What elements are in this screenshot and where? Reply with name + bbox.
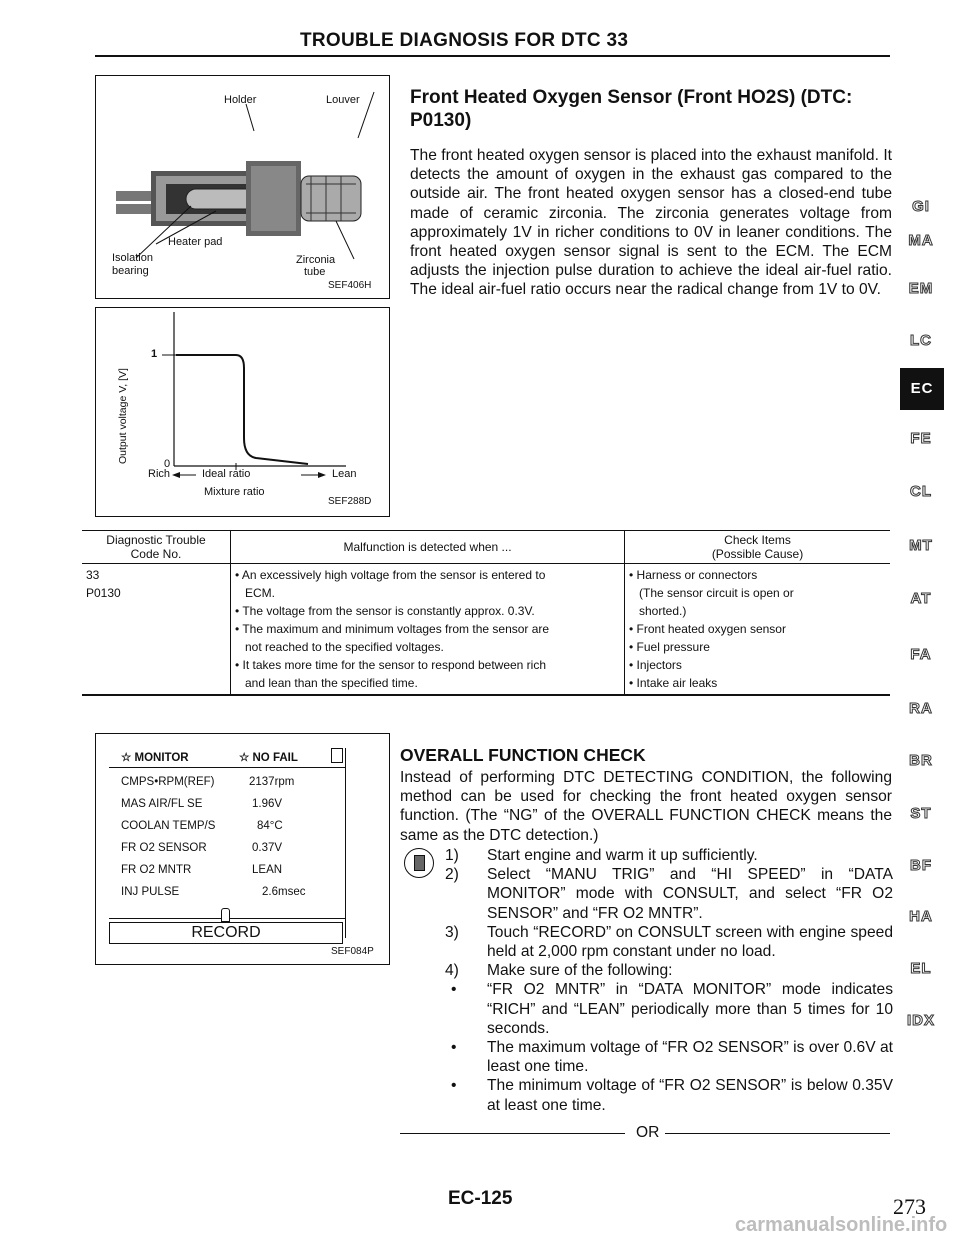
monitor-value: 2.6msec bbox=[262, 886, 306, 898]
bullet-marker: • bbox=[451, 981, 457, 999]
voltage-graph-figure bbox=[95, 307, 390, 517]
tab-cl[interactable]: CL bbox=[910, 483, 932, 500]
dtc-table-wrap bbox=[82, 530, 890, 696]
tab-fe[interactable]: FE bbox=[910, 430, 932, 447]
check-line: • Fuel pressure bbox=[629, 640, 710, 654]
cell-malfunction bbox=[231, 564, 625, 695]
touch-finger-icon bbox=[221, 908, 230, 922]
tab-ra[interactable]: RA bbox=[909, 700, 933, 717]
label-holder: Holder bbox=[224, 94, 257, 106]
cell-check-items bbox=[625, 564, 891, 695]
overall-intro: Instead of performing DTC DETECTING CONDITION, the following method can be used for checking the front heated oxygen sensor function. (The “NG” of the OVERALL FUNCTION CHECK means the same as the DTC detection.) bbox=[400, 769, 892, 844]
consult-icon-inner bbox=[414, 855, 425, 871]
label-tube: tube bbox=[304, 266, 326, 278]
monitor-row: CMPS•RPM(REF) bbox=[121, 776, 215, 788]
side-tab-index bbox=[896, 0, 956, 1242]
bullet-marker: • bbox=[451, 1039, 457, 1057]
watermark: carmanualsonline.info bbox=[735, 1214, 948, 1236]
or-rule-left bbox=[400, 1133, 625, 1134]
checkbox-icon bbox=[331, 748, 343, 763]
code-value-a: 33 bbox=[86, 568, 100, 582]
graph-xlabel: Mixture ratio bbox=[204, 486, 265, 498]
monitor-row: FR O2 MNTR bbox=[121, 864, 192, 876]
dtc-table bbox=[82, 531, 890, 694]
heading-line-2: P0130) bbox=[410, 110, 472, 131]
step-3 bbox=[445, 923, 893, 961]
title-rule bbox=[95, 55, 890, 57]
x-lean-label: Lean bbox=[332, 468, 357, 480]
page-code: EC-125 bbox=[448, 1188, 513, 1209]
label-zirconia: Zirconia bbox=[296, 254, 336, 266]
label-bearing: bearing bbox=[112, 265, 149, 277]
tab-br[interactable]: BR bbox=[909, 752, 933, 769]
tab-idx[interactable]: IDX bbox=[906, 1012, 935, 1029]
step-marker: 4) bbox=[445, 962, 459, 980]
header-code-l2: Code No. bbox=[130, 547, 182, 561]
monitor-value: 2137rpm bbox=[249, 776, 295, 788]
tab-ma[interactable]: MA bbox=[908, 232, 934, 249]
or-label: OR bbox=[636, 1124, 660, 1141]
tab-at[interactable]: AT bbox=[910, 590, 932, 607]
step-2 bbox=[445, 865, 893, 923]
code-value-b: P0130 bbox=[86, 586, 121, 600]
malfunction-line: • The maximum and minimum voltages from the sensor are bbox=[235, 622, 550, 636]
check-bullet bbox=[445, 1038, 893, 1076]
monitor-row: COOLAN TEMP/S bbox=[121, 820, 216, 832]
header-check-items bbox=[625, 531, 891, 564]
check-line: • Intake air leaks bbox=[629, 676, 718, 690]
graph-ylabel: Output voltage V, [V] bbox=[117, 368, 129, 464]
tab-ha[interactable]: HA bbox=[909, 908, 933, 925]
step-text: Make sure of the following: bbox=[487, 962, 673, 980]
x-ideal-label: Ideal ratio bbox=[202, 468, 251, 480]
step-4 bbox=[445, 961, 893, 980]
section-heading-front-ho2s bbox=[410, 86, 890, 132]
tab-bf[interactable]: BF bbox=[910, 857, 932, 874]
monitor-value: LEAN bbox=[252, 864, 283, 876]
header-check-l2: (Possible Cause) bbox=[711, 547, 804, 561]
monitor-header-left: ☆ MONITOR bbox=[121, 752, 189, 764]
malfunction-line: ECM. bbox=[245, 586, 275, 600]
tab-lc[interactable]: LC bbox=[910, 332, 932, 349]
monitor-row: FR O2 SENSOR bbox=[121, 842, 207, 854]
cell-code bbox=[82, 564, 231, 695]
table-row bbox=[82, 564, 890, 695]
monitor-value: 0.37V bbox=[252, 842, 283, 854]
or-rule-right bbox=[665, 1133, 890, 1134]
step-1 bbox=[445, 846, 893, 865]
page-number: 273 bbox=[893, 1194, 926, 1219]
malfunction-line: • An excessively high voltage from the sensor is entered to bbox=[235, 568, 546, 582]
monitor-header-rule bbox=[109, 767, 345, 768]
sensor-figure bbox=[95, 75, 390, 299]
tab-el[interactable]: EL bbox=[910, 960, 932, 977]
figure-code: SEF406H bbox=[328, 280, 372, 291]
voltage-curve bbox=[96, 308, 389, 516]
bullet-text: The maximum voltage of “FR O2 SENSOR” is over 0.6V at least one time. bbox=[487, 1039, 893, 1076]
malfunction-line: • It takes more time for the sensor to respond between rich bbox=[235, 658, 547, 672]
bullet-marker: • bbox=[451, 1077, 457, 1095]
check-bullet bbox=[445, 1076, 893, 1114]
check-line: • Injectors bbox=[629, 658, 682, 672]
header-code-l1: Diagnostic Trouble bbox=[106, 533, 206, 547]
monitor-row: INJ PULSE bbox=[121, 886, 180, 898]
page-title: TROUBLE DIAGNOSIS FOR DTC 33 bbox=[300, 30, 629, 51]
header-malfunction: Malfunction is detected when ... bbox=[231, 531, 625, 564]
y-tick-one: 1 bbox=[151, 348, 158, 360]
graph-code: SEF288D bbox=[328, 496, 372, 507]
step-text: Touch “RECORD” on CONSULT screen with engine speed held at 2,000 rpm constant under no load. bbox=[487, 923, 893, 961]
tab-mt[interactable]: MT bbox=[909, 537, 933, 554]
x-rich-label: Rich bbox=[148, 468, 171, 480]
check-line: (The sensor circuit is open or bbox=[639, 586, 794, 600]
monitor-value: 1.96V bbox=[252, 798, 283, 810]
check-bullet bbox=[445, 980, 893, 1038]
tab-gi[interactable]: GI bbox=[912, 198, 930, 215]
monitor-row: MAS AIR/FL SE bbox=[121, 798, 203, 810]
tab-st[interactable]: ST bbox=[910, 805, 932, 822]
header-code bbox=[82, 531, 231, 564]
step-text: Select “MANU TRIG” and “HI SPEED” in “DATA MONITOR” mode with CONSULT, and select “FR O2 SENSOR” and “FR O2 MNTR”. bbox=[487, 866, 893, 922]
consult-monitor-figure bbox=[95, 733, 390, 965]
malfunction-line: not reached to the specified voltages. bbox=[245, 640, 444, 654]
check-line: shorted.) bbox=[639, 604, 687, 618]
monitor-figure-code: SEF084P bbox=[331, 946, 374, 957]
bullet-text: “FR O2 MNTR” in “DATA MONITOR” mode indicates “RICH” and “LEAN” periodically more than 5 times for 10 seconds. bbox=[487, 981, 893, 1037]
table-header-row bbox=[82, 531, 890, 564]
consult-icon bbox=[404, 848, 434, 878]
label-isolation: Isolation bbox=[112, 252, 153, 264]
monitor-header-right: ☆ NO FAIL bbox=[239, 752, 298, 764]
bullet-text: The minimum voltage of “FR O2 SENSOR” is below 0.35V at least one time. bbox=[487, 1077, 893, 1114]
check-line: • Front heated oxygen sensor bbox=[629, 622, 786, 636]
record-label: RECORD bbox=[191, 924, 261, 941]
overall-function-check-heading: OVERALL FUNCTION CHECK bbox=[400, 745, 646, 765]
step-marker: 3) bbox=[445, 923, 459, 941]
check-line: • Harness or connectors bbox=[629, 568, 758, 582]
step-marker: 2) bbox=[445, 866, 459, 884]
header-check-l1: Check Items bbox=[724, 533, 791, 547]
step-text: Start engine and warm it up sufficiently. bbox=[487, 847, 758, 864]
section-paragraph: The front heated oxygen sensor is placed into the exhaust manifold. It detects the amount of oxygen in the exhaust gas compared to the outside air. The front heated oxygen sensor has a closed-end tube made of ceramic zirconia. The zirconia generates voltage from approximately 1V in richer conditions to 0V in leaner conditions. The front heated oxygen sensor signal is sent to the ECM. The ECM adjusts the injection pulse duration to achieve the ideal air-fuel ratio. The ideal air-fuel ratio occurs near the radical change from 1V to 0V. bbox=[410, 147, 892, 299]
monitor-screen bbox=[121, 748, 346, 941]
step-marker: 1) bbox=[445, 847, 459, 864]
procedure-steps bbox=[445, 846, 893, 1115]
tab-fa[interactable]: FA bbox=[910, 646, 932, 663]
label-heater-pad: Heater pad bbox=[168, 236, 223, 248]
monitor-value: 84°C bbox=[257, 820, 283, 832]
tab-ec[interactable]: EC bbox=[900, 368, 944, 410]
malfunction-line: and lean than the specified time. bbox=[245, 676, 418, 690]
y-tick-zero: 0 bbox=[164, 458, 171, 470]
table-bottom-rule bbox=[82, 694, 890, 696]
heading-line-1: Front Heated Oxygen Sensor (Front HO2S) (DTC: bbox=[410, 87, 853, 108]
label-louver: Louver bbox=[326, 94, 360, 106]
tab-em[interactable]: EM bbox=[908, 280, 934, 297]
record-button[interactable] bbox=[109, 922, 343, 944]
malfunction-line: • The voltage from the sensor is constantly approx. 0.3V. bbox=[235, 604, 535, 618]
